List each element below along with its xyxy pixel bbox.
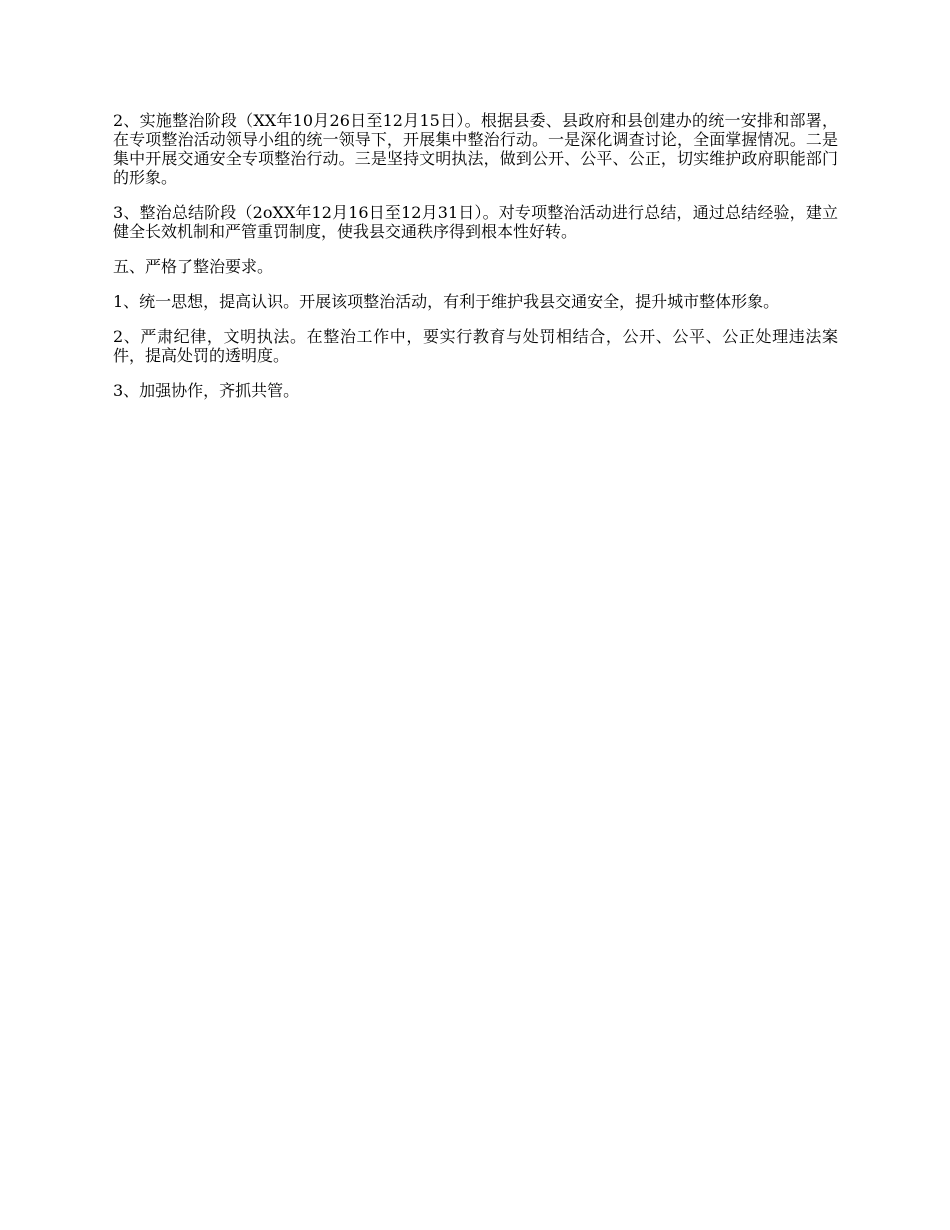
paragraph-summary-stage: 3、整治总结阶段（2oXX年12月16日至12月31日）。对专项整治活动进行总结，通过总结经验，建立健全长效机制和严管重罚制度，使我县交通秩序得到根本性好转。 — [113, 203, 838, 241]
document-body — [113, 111, 838, 416]
section-heading-requirements: 五、严格了整治要求。 — [113, 257, 274, 276]
paragraph-requirement-2: 2、严肃纪律，文明执法。在整治工作中，要实行教育与处罚相结合，公开、公平、公正处理违法案件，提高处罚的透明度。 — [113, 327, 838, 365]
paragraph-implementation-stage: 2、实施整治阶段（XX年10月26日至12月15日）。根据县委、县政府和县创建办的统一安排和部署，在专项整治活动领导小组的统一领导下，开展集中整治行动。一是深化调查讨论，全面掌握情况。二是集中开展交通安全专项整治行动。三是坚持文明执法，做到公开、公平、公正，切实维护政府职能部门的形象。 — [113, 111, 838, 187]
paragraph-requirement-3: 3、加强协作，齐抓共管。 — [113, 381, 300, 400]
paragraph-requirement-1: 1、统一思想，提高认识。开展该项整治活动，有利于维护我县交通安全，提升城市整体形象。 — [113, 292, 780, 311]
